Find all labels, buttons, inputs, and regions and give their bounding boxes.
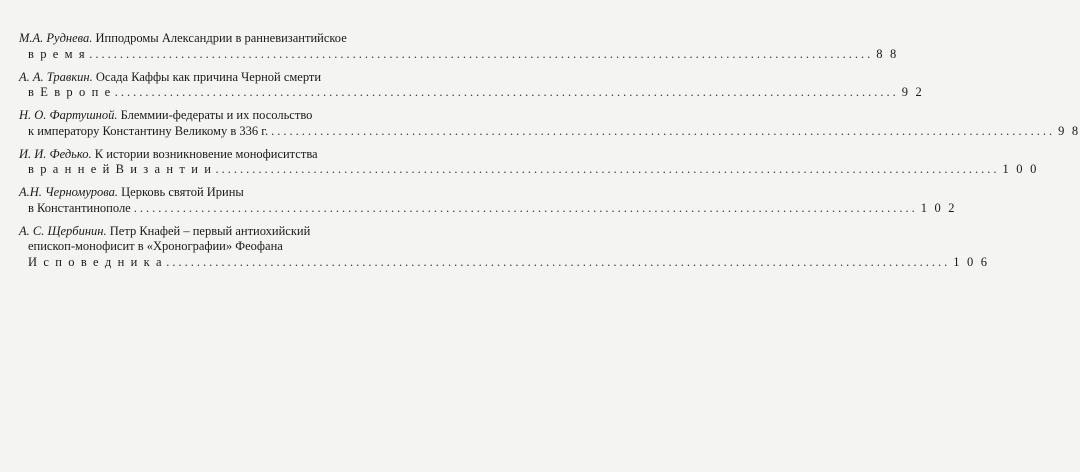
toc-entry (19, 185, 957, 216)
entry-title: Осада Каффы как причина Черной смерти (95, 69, 322, 84)
entry-title: Ипподромы Александрии в ранневизантийское (95, 31, 347, 45)
dot-leader: ................................................................................................................................ (133, 200, 918, 215)
entry-title-continued: епископ-монофисит в «Хронографии» Феофана (28, 239, 283, 253)
entry-title-continued: к императору Константину Великому в 336 г. (28, 123, 269, 138)
entry-page-number: 1 0 0 (1002, 162, 1039, 176)
dot-leader: ................................................................................................................................ (215, 162, 1000, 176)
entry-title-continued: в Константинополе (28, 200, 131, 215)
entry-author: М.А. Руднева. (19, 31, 93, 45)
entry-author: А. А. Травкин. (19, 69, 93, 84)
entry-page-number: 9 2 (901, 85, 924, 99)
dot-leader: ................................................................................................................................ (166, 254, 951, 269)
table-of-contents (19, 31, 1080, 278)
entry-page-number: 9 8 (1058, 123, 1080, 138)
entry-title: Блеммии-федераты и их посольство (120, 108, 313, 122)
toc-entry (19, 108, 1080, 139)
entry-author: А.Н. Черномурова. (19, 185, 118, 199)
entry-title-continued: И с п о в е д н и к а (28, 254, 164, 269)
toc-entry (19, 69, 924, 101)
entry-author: Н. О. Фартушной. (19, 108, 118, 122)
entry-page-number: 8 8 (876, 46, 899, 61)
dot-leader: ................................................................................................................................ (114, 85, 899, 99)
entry-page-number: 1 0 2 (920, 200, 957, 215)
entry-page-number: 1 0 6 (953, 254, 990, 269)
entry-title: Петр Кнафей – первый антиохийский (109, 223, 311, 238)
dot-leader: ................................................................................................................................ (89, 46, 874, 61)
entry-title: К истории возникновение монофиситства (94, 146, 318, 161)
entry-title-continued: в р а н н е й В и з а н т и и (28, 162, 213, 176)
toc-entry (19, 223, 990, 271)
dot-leader: ................................................................................................................................ (271, 123, 1056, 138)
toc-entry (19, 146, 1039, 178)
toc-entry (19, 31, 899, 62)
entry-author: И. И. Федько. (19, 146, 92, 161)
entry-title: Церковь святой Ирины (121, 185, 244, 199)
entry-title-continued: в р е м я (28, 46, 87, 61)
entry-author: А. С. Щербинин. (19, 223, 107, 238)
entry-title-continued: в Е в р о п е (28, 85, 112, 99)
